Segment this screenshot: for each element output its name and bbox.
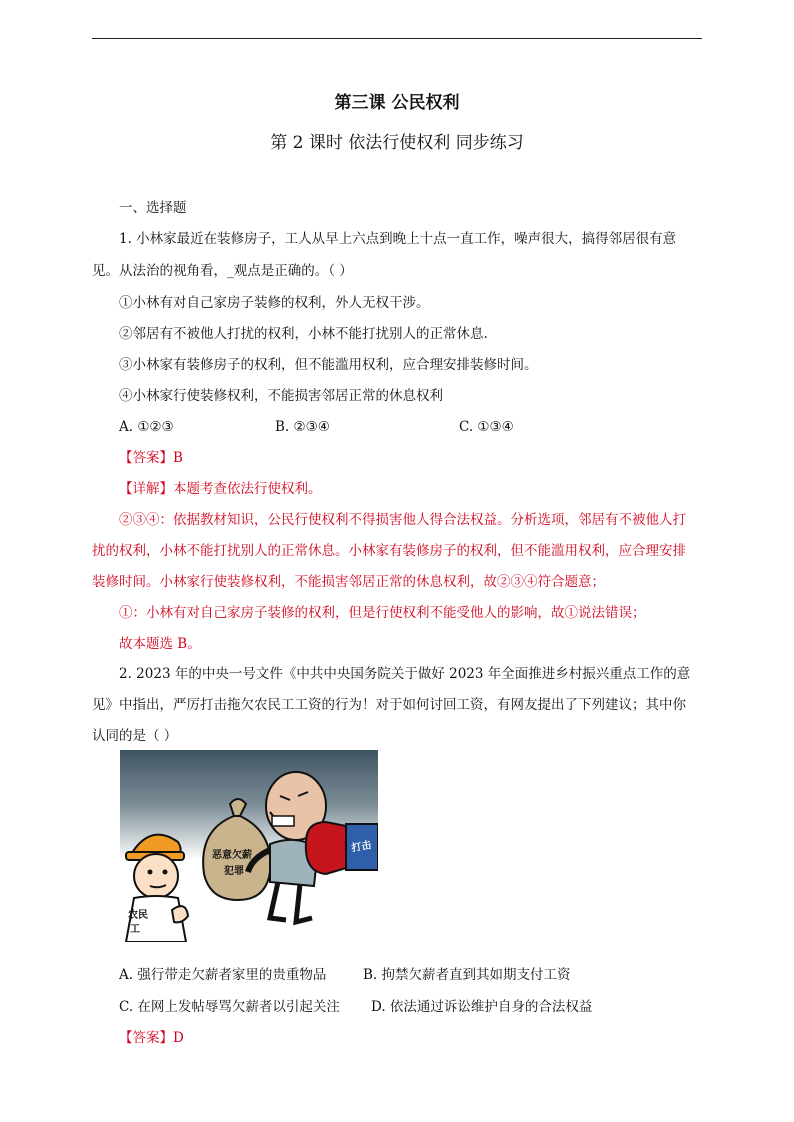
q2-choice-b: B. 拘禁欠薪者直到其如期支付工资	[363, 967, 571, 983]
top-rule	[92, 38, 702, 39]
q1-detail	[119, 479, 322, 499]
q2-answer-tag: 【答案】	[119, 1030, 173, 1046]
q2-stem-line3: 认同的是（ ）	[92, 728, 178, 744]
boxing-glove	[306, 822, 378, 874]
glove-text: 打击	[350, 840, 373, 855]
q1-detail-line1: ②③④：依据教材知识，公民行使权利不得损害他人得合法权益。分析选项，邻居有不被他人打	[119, 512, 686, 528]
q1-detail-line3: 装修时间。小林家行使装修权利，不能损害邻居正常的休息权利，故②③④符合题意；	[92, 574, 605, 590]
bag-text-line2: 犯罪	[224, 866, 244, 877]
q1-answer-value: B	[173, 450, 183, 466]
q2-stem-line2: 见》中指出，严厉打击拖欠农民工工资的行为！对于如何讨回工资，有网友提出了下列建议；其中你	[92, 697, 686, 713]
q1-answer	[119, 448, 183, 468]
section-heading: 一、选择题	[119, 200, 187, 216]
q2-answer-value: D	[173, 1030, 184, 1046]
q1-detail-intro: 本题考查依法行使权利。	[173, 481, 322, 497]
q1-stem-line2: 见。从法治的视角看，_观点是正确的。（ ）	[92, 263, 353, 279]
q1-choice-b: B. ②③④	[275, 419, 330, 435]
q1-choice-a: A. ①②③	[119, 419, 174, 435]
q1-option-4: ④小林家行使装修权利，不能损害邻居正常的休息权利	[119, 388, 443, 404]
q1-detail-line2: 扰的权利，小林不能打扰别人的正常休息。小林家有装修房子的权利，但不能滥用权利，应合理安排	[92, 543, 686, 559]
cartoon-image	[120, 750, 378, 942]
q2-choice-a: A. 强行带走欠薪者家里的贵重物品	[119, 967, 327, 983]
q2-answer	[119, 1028, 184, 1048]
lesson-title: 第三课 公民权利	[334, 93, 460, 113]
q1-detail-line4: ①：小林有对自己家房子装修的权利，但是行使权利不能受他人的影响，故①说法错误；	[119, 605, 646, 621]
q1-detail-line5: 故本题选 B。	[119, 636, 201, 652]
q1-answer-tag: 【答案】	[119, 450, 173, 466]
q1-option-1: ①小林有对自己家房子装修的权利，外人无权干涉。	[119, 295, 430, 311]
lesson-subtitle: 第 2 课时 依法行使权利 同步练习	[270, 133, 524, 153]
q1-option-3: ③小林家有装修房子的权利，但不能滥用权利，应合理安排装修时间。	[119, 357, 538, 373]
worker-label-line2: 工	[130, 924, 140, 935]
q1-detail-tag: 【详解】	[119, 481, 173, 497]
q2-choice-d: D. 依法通过诉讼维护自身的合法权益	[371, 999, 593, 1015]
q1-option-2: ②邻居有不被他人打扰的权利，小林不能打扰别人的正常休息.	[119, 326, 488, 342]
worker-label-line1: 农民	[128, 910, 148, 921]
q2-choice-c: C. 在网上发帖辱骂欠薪者以引起关注	[119, 999, 340, 1015]
q1-choice-c: C. ①③④	[459, 419, 514, 435]
bag-text-line1: 恶意欠薪	[212, 850, 252, 861]
q2-illustration	[120, 750, 378, 942]
q2-stem-line1: 2. 2023 年的中央一号文件《中共中央国务院关于做好 2023 年全面推进乡村振兴重点工作的意	[119, 666, 691, 682]
q1-stem-line1: 1. 小林家最近在装修房子，工人从早上六点到晚上十点一直工作，噪声很大，搞得邻居很有意	[119, 231, 677, 247]
